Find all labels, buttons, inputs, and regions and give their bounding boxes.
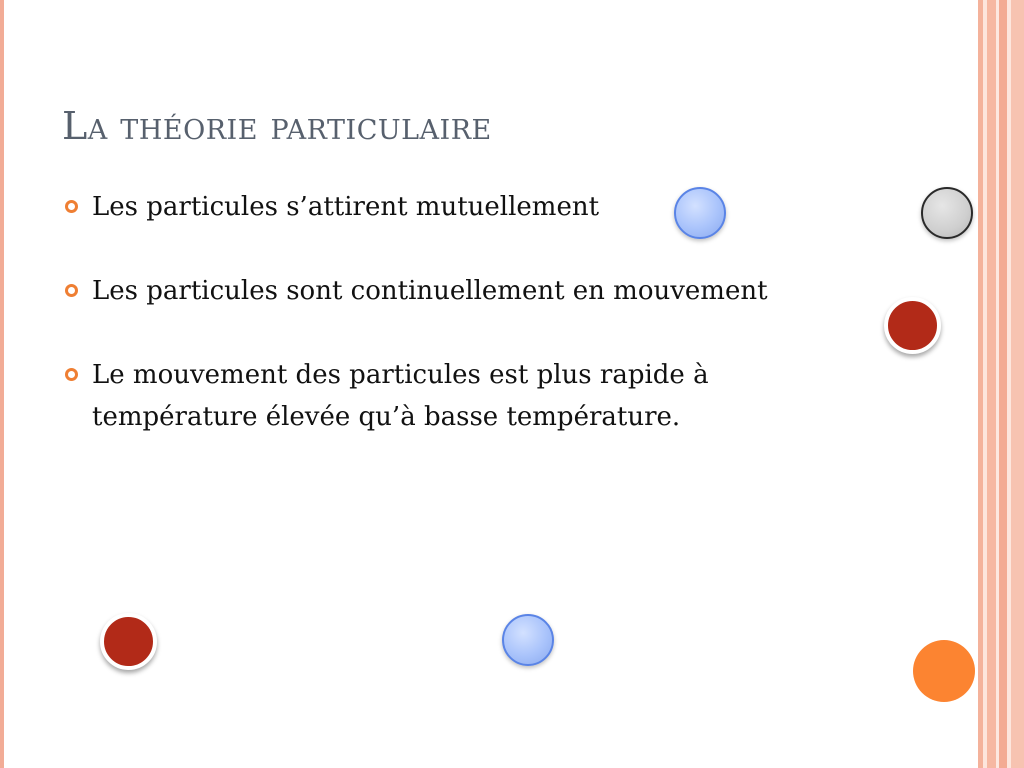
grey-particle bbox=[921, 187, 973, 239]
bullet-item bbox=[64, 186, 854, 228]
right-stripe bbox=[999, 0, 1007, 768]
red-particle bbox=[100, 613, 157, 670]
ring-bullet-icon bbox=[65, 200, 78, 213]
bullet-item bbox=[64, 354, 854, 438]
red-particle bbox=[884, 297, 941, 354]
bullet-list bbox=[64, 186, 854, 480]
ring-bullet-icon bbox=[65, 368, 78, 381]
right-stripe bbox=[987, 0, 996, 768]
blue-particle bbox=[502, 614, 554, 666]
bullet-text: Les particules s’attirent mutuellement bbox=[92, 192, 600, 222]
bullet-text: Le mouvement des particules est plus rapide à température élevée qu’à basse température. bbox=[92, 360, 709, 432]
slide-title: La théorie particulaire bbox=[62, 104, 492, 148]
bullet-text: Les particules sont continuellement en mouvement bbox=[92, 276, 768, 306]
bullet-item bbox=[64, 270, 854, 312]
left-edge-stripe bbox=[0, 0, 4, 768]
right-stripe bbox=[1011, 0, 1024, 768]
ring-bullet-icon bbox=[65, 284, 78, 297]
orange-particle bbox=[913, 640, 975, 702]
blue-particle bbox=[674, 187, 726, 239]
